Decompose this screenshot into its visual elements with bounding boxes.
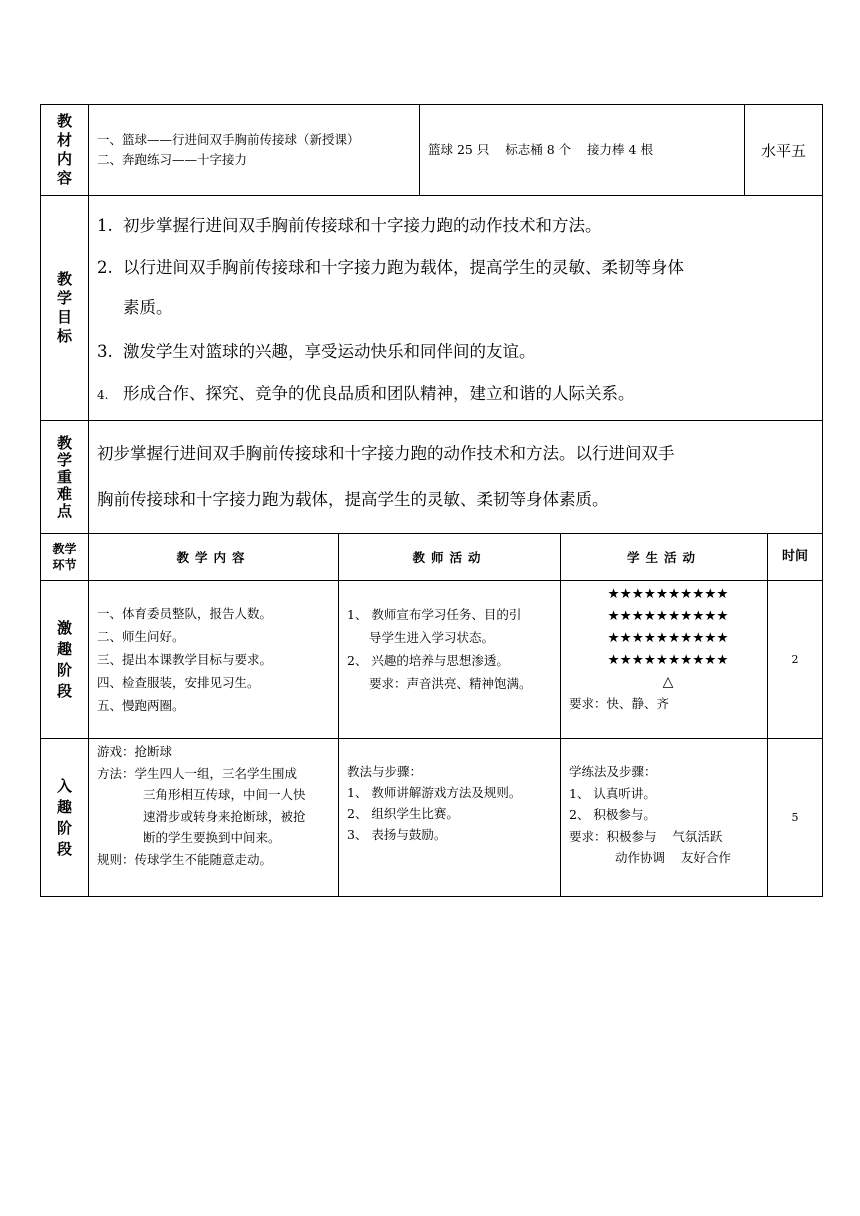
student-line: 2、 积极参与。 (569, 807, 656, 822)
objectives-list (89, 196, 823, 421)
lesson-plan (40, 104, 822, 897)
teacher-line: 2、 兴趣的培养与思想渗透。 (347, 653, 509, 668)
formation-stars: ★★★★★★★★★★ (607, 608, 729, 624)
header-teacher: 教师活动 (339, 534, 561, 581)
teacher-line: 1、 教师宣布学习任务、目的引 (347, 607, 522, 622)
objective-item (97, 379, 822, 410)
label-char: 趣 (56, 797, 72, 816)
label-char: 容 (56, 169, 72, 187)
content-line: 一、体育委员整队，报告人数。 (97, 606, 273, 621)
teacher-activity (339, 581, 561, 739)
content-line: 断的学生要换到中间来。 (143, 830, 281, 845)
teacher-line: 教法与步骤： (347, 764, 423, 779)
label-char: 趣 (56, 639, 72, 658)
header-student: 学生活动 (561, 534, 768, 581)
objective-item (97, 253, 822, 283)
teacher-line: 1、 教师讲解游戏方法及规则。 (347, 785, 522, 800)
content-line: 方法：学生四人一组，三名学生围成 (97, 765, 298, 781)
stage-content (89, 581, 339, 739)
formation-stars: ★★★★★★★★★★ (607, 586, 729, 602)
label-char: 内 (56, 150, 72, 168)
level: 水平五 (745, 105, 823, 196)
objective-number: 3. (97, 341, 113, 361)
objective-text: 形成合作、探究、竞争的优良品质和团队精神，建立和谐的人际关系。 (123, 383, 635, 403)
content-line: 游戏：抢断球 (97, 744, 173, 759)
student-line: 要求：积极参与 气氛活跃 (569, 828, 723, 844)
keypoints-line: 初步掌握行进间双手胸前传接球和十字接力跑的动作技术和方法。以行进间双手 (97, 444, 675, 463)
keypoints-text (89, 421, 823, 534)
stage-content (89, 739, 339, 897)
objective-number: 1. (97, 215, 113, 235)
teacher-line: 要求：声音洪亮、精神饱满。 (369, 676, 532, 691)
teacher-position-triangle: △ (662, 674, 674, 690)
objective-text: 激发学生对篮球的兴趣，享受运动快乐和同伴间的友谊。 (123, 341, 536, 361)
formation-stars: ★★★★★★★★★★ (607, 630, 729, 646)
label-char: 点 (56, 501, 72, 520)
objective-text: 以行进间双手胸前传接球和十字接力跑为载体，提高学生的灵敏、柔韧等身体 (123, 257, 684, 277)
material-label (41, 105, 89, 196)
label-char: 学 (56, 450, 72, 469)
content-line: 三、提出本课教学目标与要求。 (97, 652, 273, 667)
teacher-line: 2、 组织学生比赛。 (347, 806, 459, 821)
label-char: 教 (56, 112, 72, 130)
material-content (89, 105, 420, 196)
keypoints-label (41, 421, 89, 534)
label-char: 段 (56, 681, 72, 700)
label-char: 材 (56, 131, 72, 149)
objective-continuation: 素质。 (123, 297, 173, 317)
student-line: 动作协调 友好合作 (615, 850, 731, 865)
top-table (40, 104, 823, 196)
objectives-table (40, 195, 823, 421)
label-char: 学 (56, 289, 72, 307)
label-char: 段 (56, 839, 72, 858)
procedure-table (40, 533, 823, 897)
objective-item (97, 211, 822, 241)
label-char: 教 (56, 270, 72, 288)
objectives-label (41, 196, 89, 421)
label-char: 标 (56, 327, 72, 345)
equipment: 篮球 25 只 标志桶 8 个 接力棒 4 根 (420, 105, 745, 196)
teacher-line: 3、 表扬与鼓励。 (347, 827, 447, 842)
content-line: 一、篮球——行进间双手胸前传接球（新授课） (97, 132, 360, 147)
label-char: 激 (56, 618, 72, 637)
teacher-activity (339, 739, 561, 897)
label-char: 阶 (56, 818, 72, 837)
content-line: 规则：传球学生不能随意走动。 (97, 851, 273, 867)
student-activity (561, 739, 768, 897)
teacher-line: 导学生进入学习状态。 (369, 630, 495, 645)
label-char: 目 (56, 308, 72, 326)
header-stage-line: 环节 (52, 558, 77, 572)
student-line: 1、 认真听讲。 (569, 785, 656, 801)
label-char: 入 (56, 776, 72, 795)
content-line: 四、检查服装，安排见习生。 (97, 675, 260, 690)
header-content: 教学内容 (89, 534, 339, 581)
student-requirement: 要求：快、静、齐 (569, 696, 670, 711)
label-char: 重 (56, 467, 72, 486)
label-char: 阶 (56, 660, 72, 679)
objective-text: 初步掌握行进间双手胸前传接球和十字接力跑的动作技术和方法。 (123, 215, 602, 235)
time-value: 5 (768, 739, 823, 897)
header-stage-line: 教学 (52, 542, 77, 556)
header-stage (41, 534, 89, 581)
content-line: 二、奔跑练习——十字接力 (97, 152, 248, 167)
label-char: 教 (56, 433, 72, 452)
student-formation (561, 581, 768, 739)
content-line: 速滑步或转身来抢断球，被抢 (143, 808, 306, 824)
objective-number: 2. (97, 257, 113, 277)
objective-number: 4. (97, 387, 109, 402)
content-line: 三角形相互传球，中间一人快 (143, 787, 306, 802)
student-line: 学练法及步骤： (569, 764, 657, 779)
stage-label (41, 581, 89, 739)
content-line: 五、慢跑两圈。 (97, 698, 185, 713)
time-value: 2 (768, 581, 823, 739)
keypoints-table (40, 420, 823, 534)
formation-stars: ★★★★★★★★★★ (607, 652, 729, 668)
objective-item (97, 337, 822, 367)
header-time: 时间 (768, 534, 823, 581)
keypoints-line: 胸前传接球和十字接力跑为载体，提高学生的灵敏、柔韧等身体素质。 (97, 490, 609, 509)
stage-label (41, 739, 89, 897)
content-line: 二、师生问好。 (97, 629, 185, 644)
label-char: 难 (56, 484, 72, 503)
